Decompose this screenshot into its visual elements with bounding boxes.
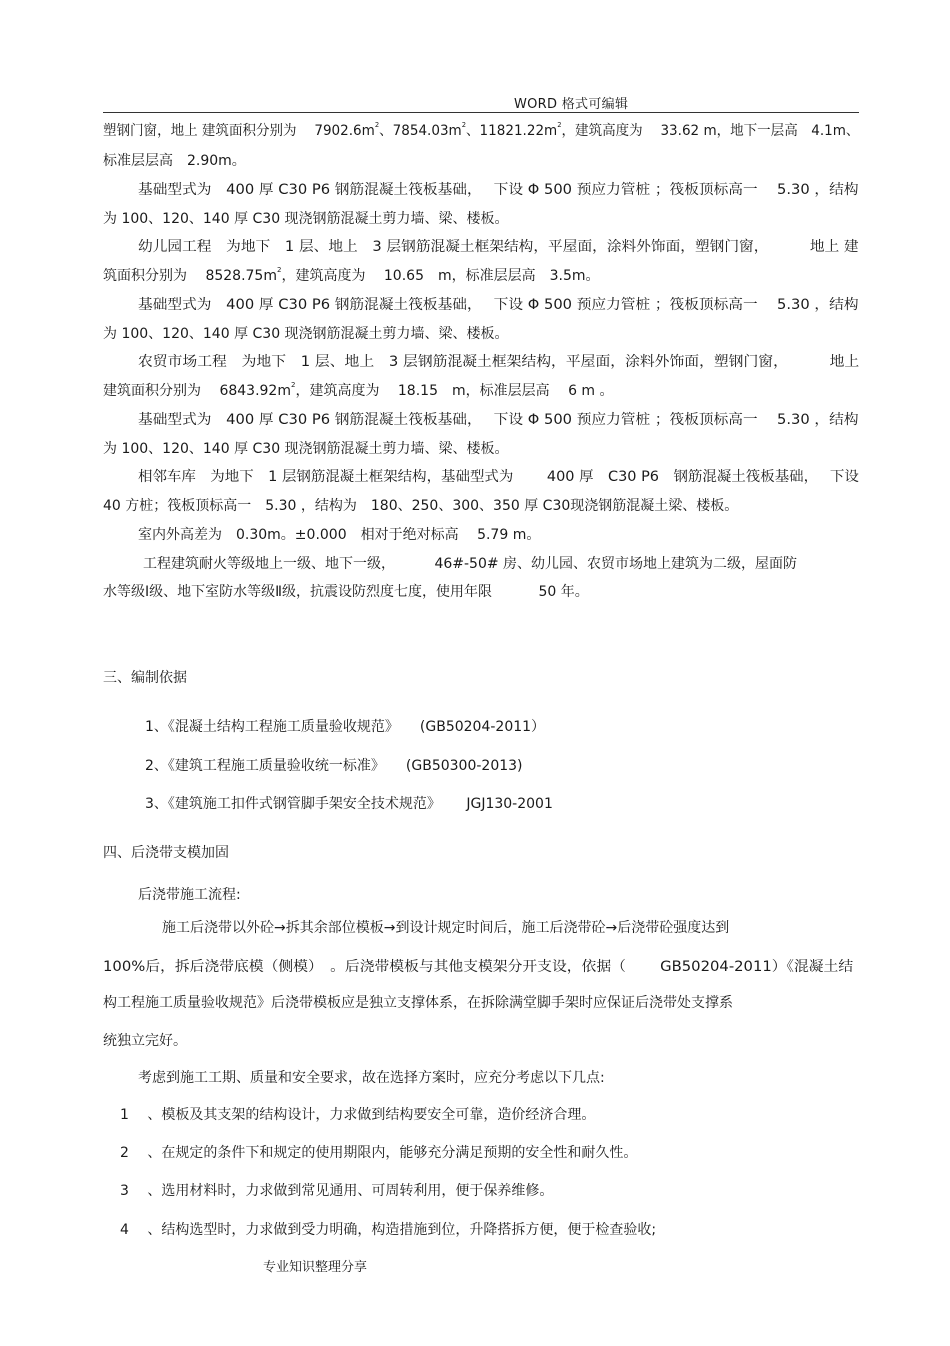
text-line xyxy=(138,886,241,904)
text-segment: ，建筑高度为 18.15 m，标准层层高 6 m 。 xyxy=(295,383,614,399)
text-line xyxy=(103,583,589,601)
text-segment: 后浇带施工流程: xyxy=(138,887,241,903)
superscript: 2 xyxy=(276,266,282,274)
text-line xyxy=(138,353,859,371)
text-segment: 建筑面积分别为 6843.92m xyxy=(103,383,291,399)
superscript: 2 xyxy=(290,381,296,389)
text-line xyxy=(138,411,859,429)
text-segment: 2、《建筑工程施工质量验收统一标准》 (GB50300-2013) xyxy=(145,758,523,774)
text-segment: ，建筑高度为 33.62 m，地下一层高 4.1m、 xyxy=(561,123,860,139)
text-line xyxy=(103,122,859,140)
text-line xyxy=(138,296,859,314)
text-line xyxy=(103,382,614,400)
text-line xyxy=(145,718,545,736)
text-segment: 三、编制依据 xyxy=(103,670,187,686)
text-segment: 为 100、120、140 厚 C30 现浇钢筋混凝土剪力墙、梁、楼板。 xyxy=(103,326,509,342)
text-segment: 基础型式为 400 厚 C30 P6 钢筋混凝土筏板基础， 下设 Φ 500 预应力管桩 ；筏板顶标高一 5.30 ，结构 xyxy=(138,297,859,313)
text-line xyxy=(120,1182,553,1200)
text-line xyxy=(103,994,733,1012)
text-line xyxy=(103,152,246,170)
text-segment: 筑面积分别为 8528.75m xyxy=(103,268,277,284)
text-segment: 四、后浇带支模加固 xyxy=(103,845,229,861)
text-segment: 为 100、120、140 厚 C30 现浇钢筋混凝土剪力墙、梁、楼板。 xyxy=(103,211,509,227)
text-line xyxy=(103,1032,187,1050)
text-line xyxy=(138,526,540,544)
page-footer: 专业知识整理分享 xyxy=(263,1260,368,1275)
text-segment: 40 方桩；筏板顶标高一 5.30 ，结构为 180、250、300、350 厚 C30现浇钢筋混凝土梁、楼板。 xyxy=(103,498,739,514)
text-line xyxy=(145,795,553,813)
text-segment: 构工程施工质量验收规范》后浇带模板应是独立支撑体系，在拆除满堂脚手架时应保证后浇带处支撑系 xyxy=(103,995,733,1011)
text-line xyxy=(138,181,859,199)
text-segment: 塑钢门窗，地上 建筑面积分别为 7902.6m xyxy=(103,123,375,139)
text-line xyxy=(138,238,859,256)
text-segment: 相邻车库 为地下 1 层钢筋混凝土框架结构，基础型式为 400 厚 C30 P6 钢筋混凝土筏板基础， 下设 xyxy=(138,469,859,485)
text-line xyxy=(103,267,600,285)
text-line xyxy=(120,1144,637,1162)
text-line xyxy=(103,440,509,458)
superscript: 2 xyxy=(461,121,467,129)
superscript: 2 xyxy=(374,121,380,129)
text-segment: 为 100、120、140 厚 C30 现浇钢筋混凝土剪力墙、梁、楼板。 xyxy=(103,441,509,457)
page-header-label: WORD 格式可编辑 xyxy=(514,97,629,112)
text-segment: 施工后浇带以外砼→拆其余部位模板→到设计规定时间后，施工后浇带砼→后浇带砼强度达到 xyxy=(162,920,730,936)
text-segment: 基础型式为 400 厚 C30 P6 钢筋混凝土筏板基础， 下设 Φ 500 预应力管桩 ；筏板顶标高一 5.30 ，结构 xyxy=(138,182,859,198)
text-segment: 4 、结构选型时，力求做到受力明确，构造措施到位，升降搭拆方便，便于检查验收; xyxy=(120,1222,657,1238)
text-segment: 室内外高差为 0.30m。±0.000 相对于绝对标高 5.79 m。 xyxy=(138,527,541,543)
text-segment: 幼儿园工程 为地下 1 层、地上 3 层钢筋混凝土框架结构，平屋面，涂料外饰面，塑钢门窗， 地上 建 xyxy=(138,239,859,255)
text-segment: 标准层层高 2.90m。 xyxy=(103,153,246,169)
text-line xyxy=(138,468,859,486)
text-segment: 、7854.03m xyxy=(379,123,462,139)
text-line xyxy=(103,669,187,687)
text-segment: 统独立完好。 xyxy=(103,1033,187,1049)
text-segment: 、11821.22m xyxy=(466,123,558,139)
text-segment: 100%后，拆后浇带底模（侧模） 。后浇带模板与其他支模架分开支设，依据（ GB50204-2011）《混凝土结 xyxy=(103,959,854,975)
text-segment: 水等级Ⅰ级、地下室防水等级Ⅱ级，抗震设防烈度七度，使用年限 50 年。 xyxy=(103,584,589,600)
text-line xyxy=(103,325,509,343)
text-line xyxy=(103,958,853,976)
text-line xyxy=(145,757,523,775)
text-segment: 1、《混凝土结构工程施工质量验收规范》 (GB50204-2011） xyxy=(145,719,546,735)
text-segment: 1 、模板及其支架的结构设计，力求做到结构要安全可靠，造价经济合理。 xyxy=(120,1107,596,1123)
header-divider xyxy=(103,112,859,113)
text-line xyxy=(103,844,229,862)
text-line xyxy=(103,497,738,515)
text-line xyxy=(162,919,729,937)
text-segment: 工程建筑耐火等级地上一级、地下一级， 46#-50# 房、幼儿园、农贸市场地上建筑为二级，屋面防 xyxy=(143,556,798,572)
text-segment: 3、《建筑施工扣件式钢管脚手架安全技术规范》 JGJ130-2001 xyxy=(145,796,553,812)
text-line xyxy=(138,1069,605,1087)
superscript: 2 xyxy=(557,121,562,129)
text-segment: 基础型式为 400 厚 C30 P6 钢筋混凝土筏板基础， 下设 Φ 500 预应力管桩 ；筏板顶标高一 5.30 ，结构 xyxy=(138,412,859,428)
text-segment: 农贸市场工程 为地下 1 层、地上 3 层钢筋混凝土框架结构，平屋面，涂料外饰面，塑钢门窗， 地上 xyxy=(138,354,860,370)
text-line xyxy=(143,555,797,573)
text-line xyxy=(120,1106,595,1124)
text-segment: 2 、在规定的条件下和规定的使用期限内，能够充分满足预期的安全性和耐久性。 xyxy=(120,1145,638,1161)
text-line xyxy=(103,210,509,228)
text-line xyxy=(120,1221,656,1239)
text-segment: 考虑到施工工期、质量和安全要求，故在选择方案时，应充分考虑以下几点: xyxy=(138,1070,605,1086)
text-segment: ，建筑高度为 10.65 m，标准层层高 3.5m。 xyxy=(281,268,600,284)
text-segment: 3 、选用材料时，力求做到常见通用、可周转利用，便于保养维修。 xyxy=(120,1183,554,1199)
